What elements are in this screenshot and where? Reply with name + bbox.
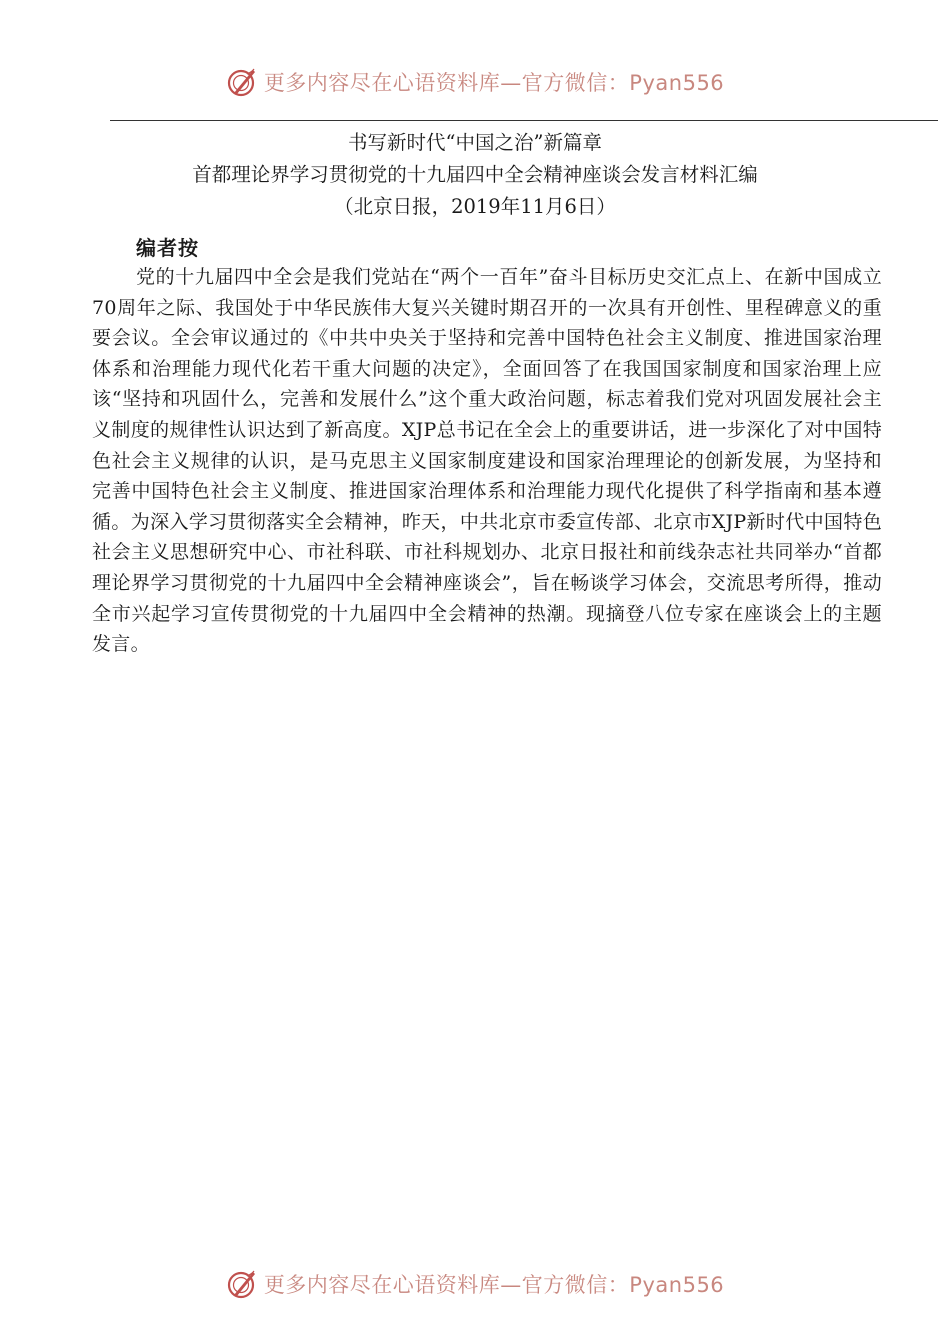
document-title: 书写新时代“中国之治”新篇章 — [348, 131, 602, 154]
document-source: （北京日报，2019年11月6日） — [334, 195, 616, 218]
watermark-text: 更多内容尽在心语资料库—官方微信：Pyan556 — [263, 1273, 725, 1297]
quill-seal-icon — [226, 1268, 258, 1300]
footer-watermark — [0, 1268, 950, 1300]
header-watermark — [0, 66, 950, 98]
title-block — [0, 127, 950, 223]
document-subtitle: 首都理论界学习贯彻党的十九届四中全会精神座谈会发言材料汇编 — [192, 163, 758, 186]
body-paragraph: 党的十九届四中全会是我们党站在“两个一百年”奋斗目标历史交汇点上、在新中国成立70周年之际、我国处于中华民族伟大复兴关键时期召开的一次具有开创性、里程碑意义的重要会议。全会审议通过的《中共中央关于坚持和完善中国特色社会主义制度、推进国家治理体系和治理能力现代化若干重大问题的决定》，全面回答了在我国国家制度和国家治理上应该“坚持和巩固什么，完善和发展什么”这个重大政治问题，标志着我们党对巩固发展社会主义制度的规律性认识达到了新高度。XJP总书记在全会上的重要讲话，进一步深化了对中国特色社会主义规律的认识，是马克思主义国家制度建设和国家治理理论的创新发展，为坚持和完善中国特色社会主义制度、推进国家治理体系和治理能力现代化提供了科学指南和基本遵循。为深入学习贯彻落实全会精神，昨天，中共北京市委宣传部、北京市XJP新时代中国特色社会主义思想研究中心、市社科联、市社科规划办、北京日报社和前线杂志社共同举办“首都理论界学习贯彻党的十九届四中全会精神座谈会”，旨在畅谈学习体会，交流思考所得，推动全市兴起学习宣传贯彻党的十九届四中全会精神的热潮。现摘登八位专家在座谈会上的主题发言。 — [92, 266, 882, 656]
watermark-text: 更多内容尽在心语资料库—官方微信：Pyan556 — [263, 71, 725, 95]
header-divider — [110, 120, 938, 121]
quill-seal-icon — [226, 66, 258, 98]
section-heading: 编者按 — [136, 236, 199, 260]
